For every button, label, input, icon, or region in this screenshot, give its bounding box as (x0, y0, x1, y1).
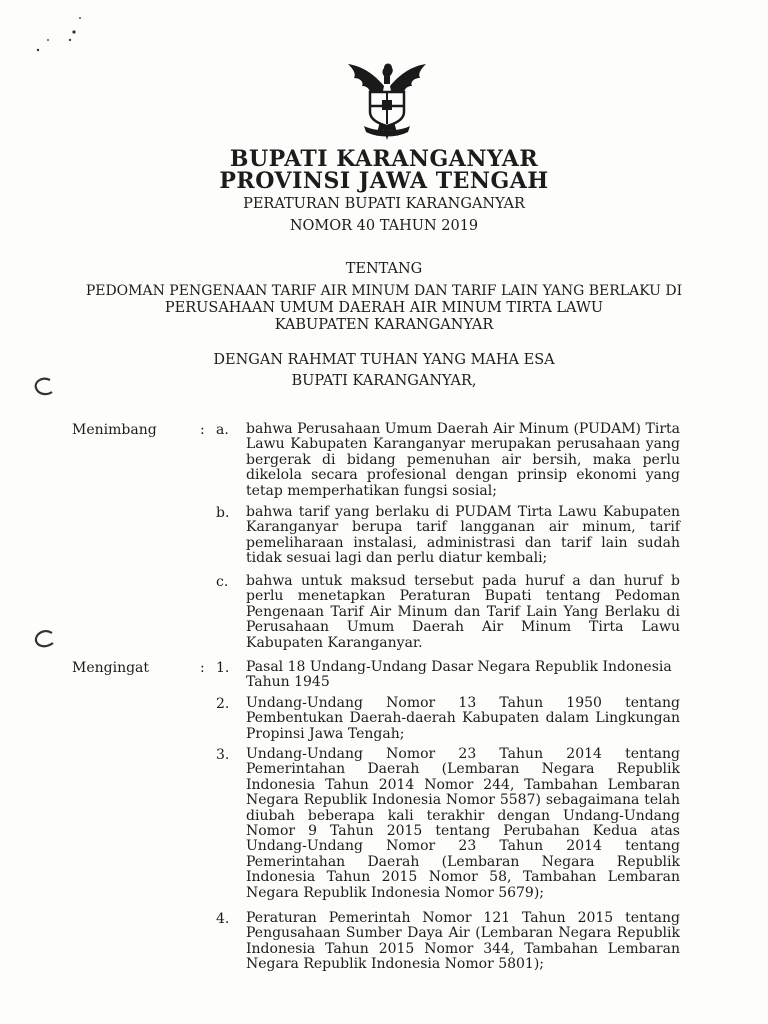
issuer-title: BUPATI KARANGANYAR (229, 146, 539, 172)
mengingat-item-2: Undang-Undang Nomor 13 Tahun 1950 tentang Pembentukan Daerah-daerah Kabupaten dalam Lingkungan Propinsi Jawa Tengah; (246, 695, 680, 742)
menimbang-mark-a: a. (216, 422, 229, 438)
province-title: PROVINSI JAWA TENGAH (219, 168, 549, 194)
mengingat-mark-3: 3. (216, 747, 230, 763)
preamble-line-1: DENGAN RAHMAT TUHAN YANG MAHA ESA (213, 352, 555, 368)
subject-line-2: PERUSAHAAN UMUM DAERAH AIR MINUM TIRTA LAWU (164, 300, 604, 316)
punch-hole-mark (30, 626, 58, 652)
regulation-number: NOMOR 40 TAHUN 2019 (289, 218, 479, 234)
mengingat-mark-4: 4. (216, 911, 230, 927)
menimbang-mark-b: b. (216, 505, 230, 521)
subject-line-1: PEDOMAN PENGENAAN TARIF AIR MINUM DAN TARIF LAIN YANG BERLAKU DI (85, 283, 683, 299)
mengingat-item-1: Pasal 18 Undang-Undang Dasar Negara Republik Indonesia Tahun 1945 (246, 659, 672, 691)
mengingat-mark-1: 1. (216, 660, 230, 676)
mengingat-mark-2: 2. (216, 696, 230, 712)
mengingat-label: Mengingat (72, 660, 150, 676)
menimbang-label: Menimbang (72, 422, 157, 438)
preamble-line-2: BUPATI KARANGANYAR, (291, 373, 477, 389)
tentang-heading: TENTANG (345, 261, 423, 277)
regulation-title: PERATURAN BUPATI KARANGANYAR (243, 196, 525, 212)
menimbang-colon: : (200, 422, 205, 438)
menimbang-item-c: bahwa untuk maksud tersebut pada huruf a dan huruf b perlu menetapkan Peraturan Bupati tentang Pedoman Pengenaan Tarif Air Minum dan Tarif Lain Yang Berlaku di Perusahaan Umum Daerah Air Minum Tirta Lawu Kabupaten Karanganyar. (246, 573, 680, 651)
subject-line-3: KABUPATEN KARANGANYAR (274, 317, 494, 333)
mengingat-item-3: Undang-Undang Nomor 23 Tahun 2014 tentang Pemerintahan Daerah (Lembaran Negara Republik Indonesia Tahun 2014 Nomor 244, Tambahan Lembaran Negara Republik Indonesia Nomor 5587) sebagaimana telah diubah beberapa kali terakhir dengan Undang-Undang Nomor 9 Tahun 2015 tentang Perubahan Kedua atas Undang-Undang Nomor 23 Tahun 2014 tentang Pemerintahan Daerah (Lembaran Negara Republik Indonesia Tahun 2015 Nomor 58, Tambahan Lembaran Negara Republik Indonesia Nomor 5679); (246, 746, 680, 901)
menimbang-item-a: bahwa Perusahaan Umum Daerah Air Minum (PUDAM) Tirta Lawu Kabupaten Karanganyar merupakan perusahaan yang bergerak di bidang pemenuhan air bersih, maka perlu dikelola secara profesional dengan prinsip ekonomi yang tetap memperhatikan fungsi sosial; (246, 421, 680, 499)
scan-specks (30, 10, 90, 60)
garuda-emblem-icon (340, 56, 434, 144)
menimbang-item-b: bahwa tarif yang berlaku di PUDAM Tirta Lawu Kabupaten Karanganyar berupa tarif langganan air minum, tarif pemeliharaan instalasi, administrasi dan tarif lain sudah tidak sesuai lagi dan perlu diatur kembali; (246, 504, 680, 567)
mengingat-colon: : (200, 660, 205, 676)
mengingat-item-4: Peraturan Pemerintah Nomor 121 Tahun 2015 tentang Pengusahaan Sumber Daya Air (Lembaran Negara Republik Indonesia Tahun 2015 Nomor 344, Tambahan Lembaran Negara Republik Indonesia Nomor 5801); (246, 910, 680, 973)
menimbang-mark-c: c. (216, 574, 229, 590)
